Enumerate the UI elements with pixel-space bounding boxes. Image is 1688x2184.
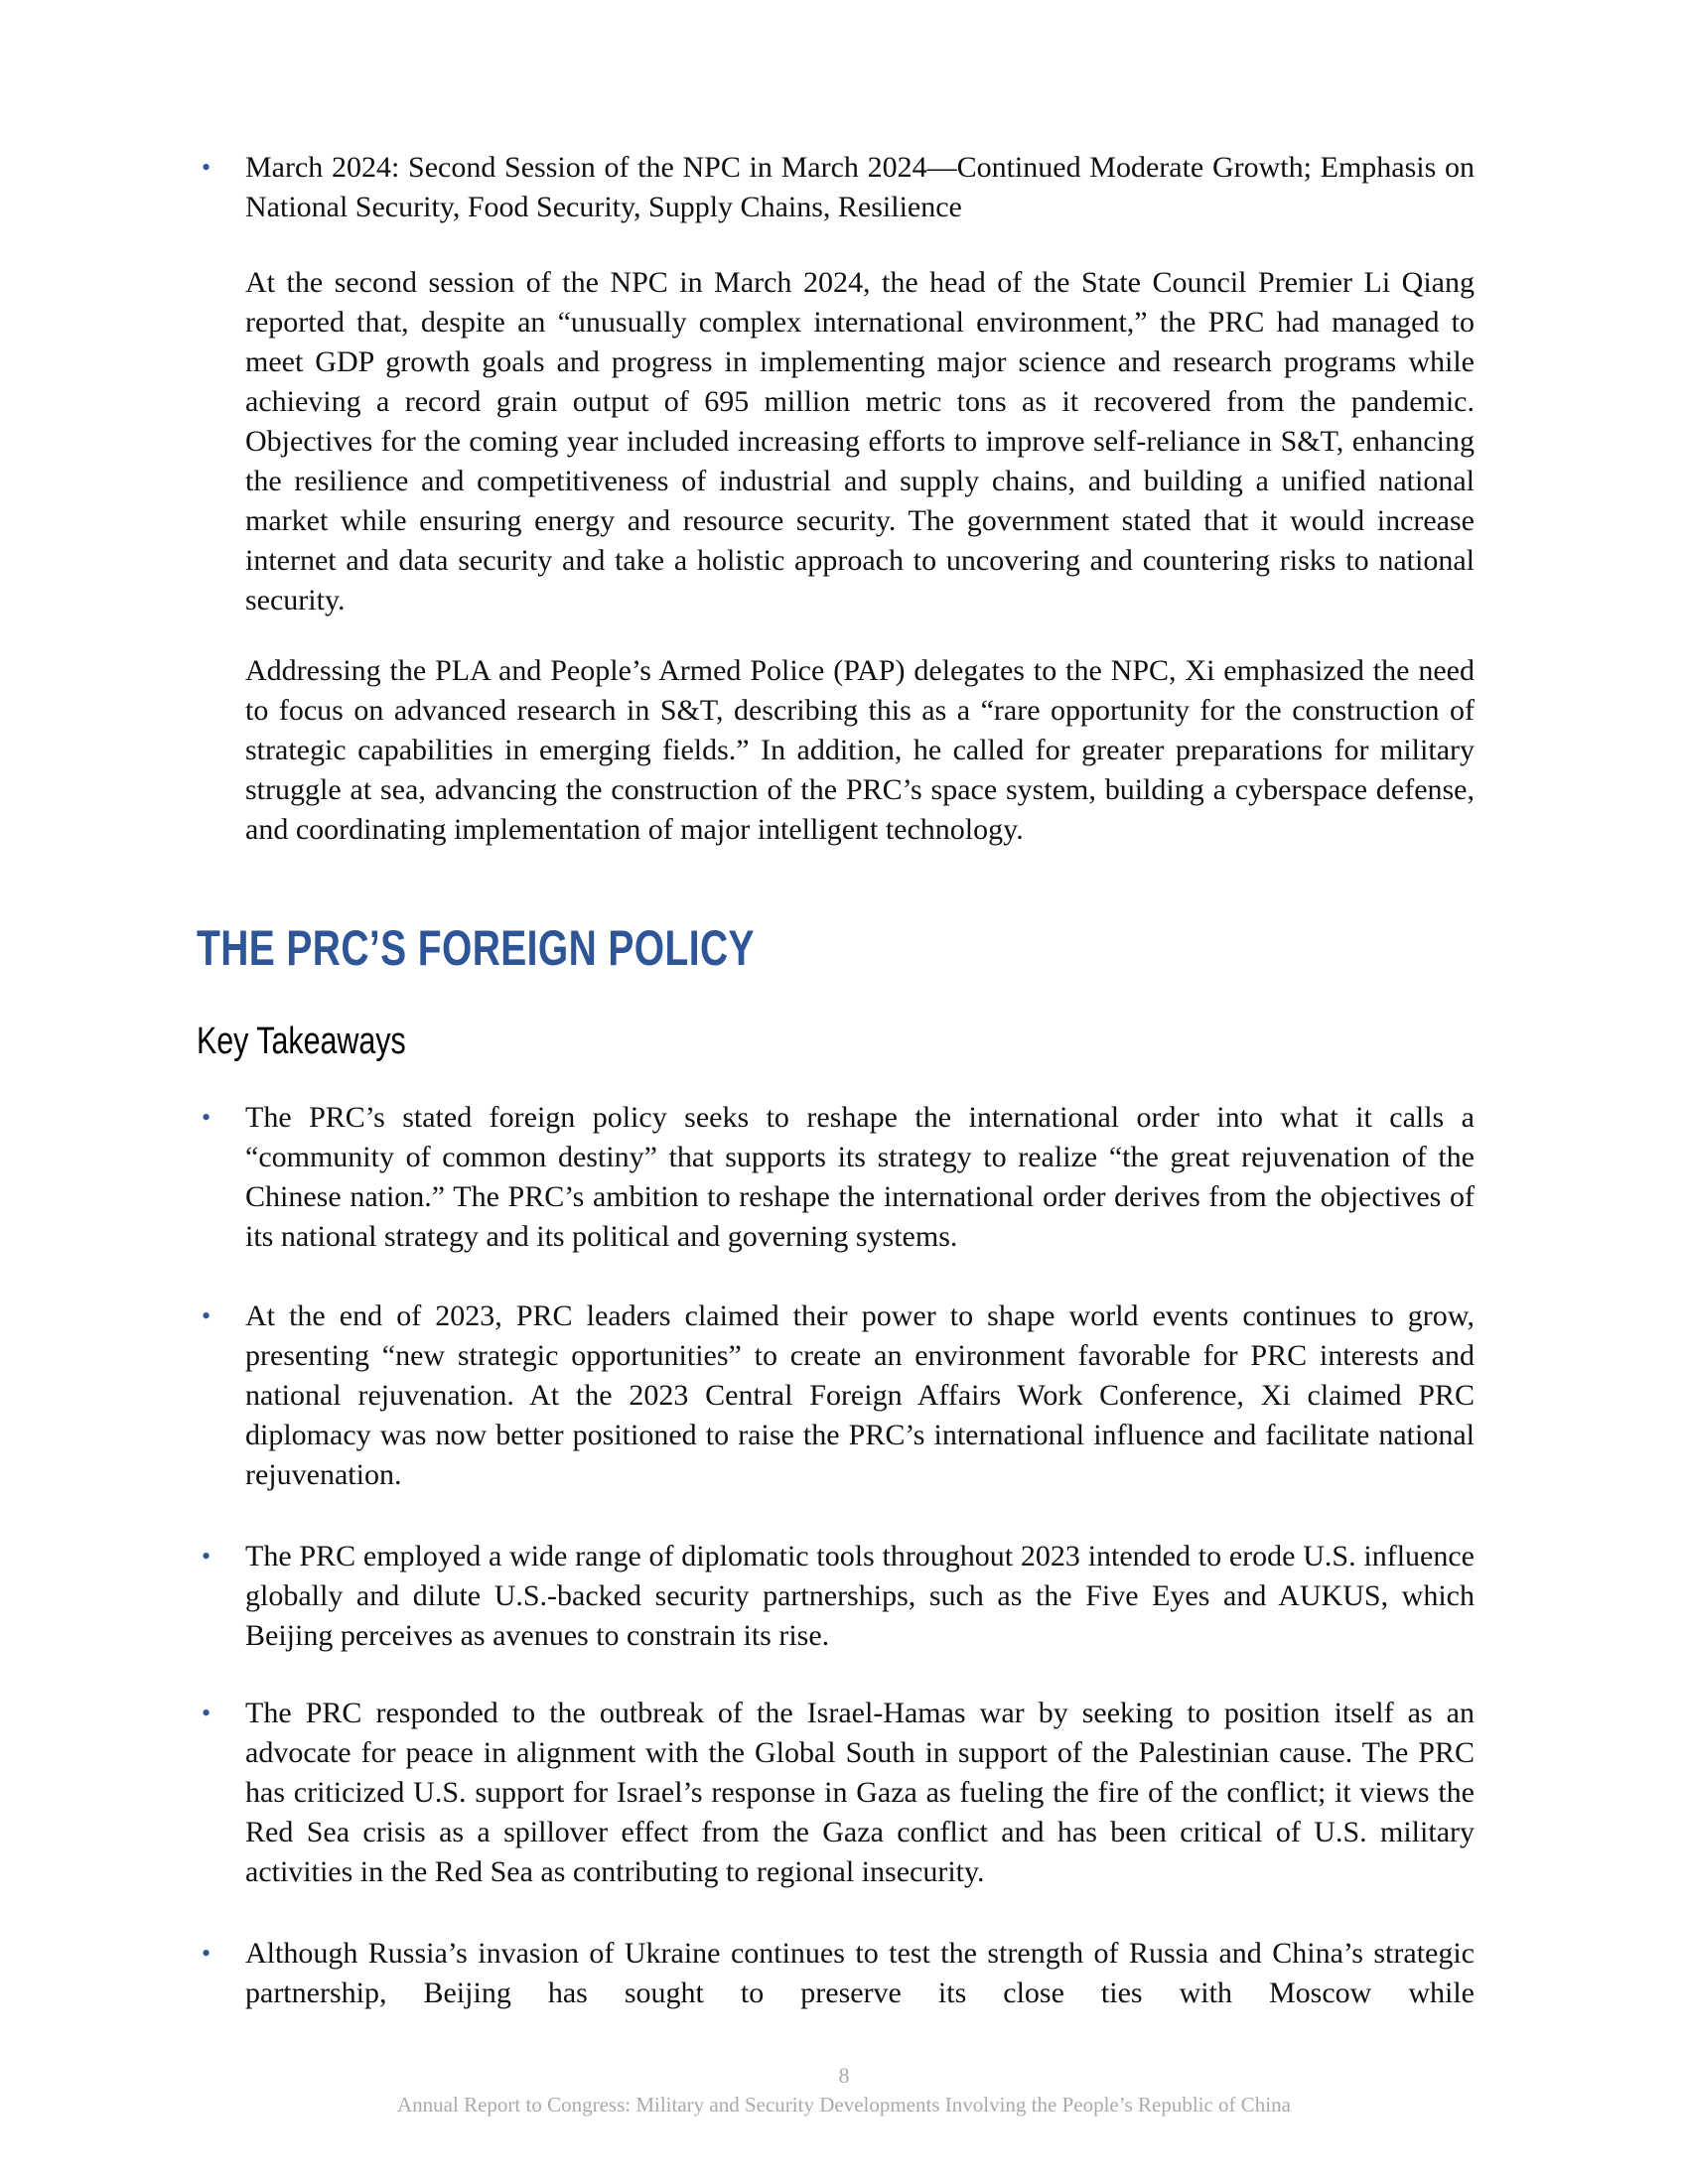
takeaway-text: At the end of 2023, PRC leaders claimed their power to shape world events continues to grow, presenting “new strategic opportunities” to create an environment favorable for PRC interests and national rejuvenation. At the 2023 Central Foreign Affairs Work Conference, Xi claimed PRC diplomacy was now better positioned to raise the PRC’s international influence and facilitate national rejuvenation. — [245, 1299, 1475, 1491]
bullet-icon: • — [202, 1699, 211, 1727]
takeaway-text: The PRC responded to the outbreak of the Israel-Hamas war by seeking to position itself as an advocate for peace in alignment with the Global South in support of the Palestinian cause. The PRC has criticized U.S. support for Israel’s response in Gaza as fueling the fire of the conflict; it views the Red Sea crisis as a spillover effect from the Gaza conflict and has been critical of U.S. military activities in the Red Sea as contributing to regional insecurity. — [245, 1697, 1475, 1888]
takeaway-item — [202, 1694, 1475, 1892]
bullet-item-march-2024 — [202, 148, 1475, 227]
takeaway-text: The PRC’s stated foreign policy seeks to reshape the international order into what it calls a “community of common destiny” that supports its strategy to realize “the great rejuvenation of the Chinese nation.” The PRC’s ambition to reshape the international order derives from the objectives of its national strategy and its political and governing systems. — [245, 1101, 1475, 1253]
bullet-icon: • — [202, 153, 211, 182]
body-paragraph: At the second session of the NPC in March 2024, the head of the State Council Premier Li Qiang reported that, despite an “unusually complex international environment,” the PRC had managed to meet GDP growth goals and progress in implementing major science and research programs while achieving a record grain output of 695 million metric tons as it recovered from the pandemic. Objectives for the coming year included increasing efforts to improve self-reliance in S&T, enhancing the resilience and competitiveness of industrial and supply chains, and building a unified national market while ensuring energy and resource security. The government stated that it would increase internet and data security and take a holistic approach to uncovering and countering risks to national security. — [245, 266, 1475, 616]
takeaway-text: The PRC employed a wide range of diplomatic tools throughout 2023 intended to erode U.S. influence globally and dilute U.S.-backed security partnerships, such as the Five Eyes and AUKUS, which Beijing perceives as avenues to constrain its rise. — [245, 1540, 1475, 1652]
takeaway-item — [202, 1537, 1475, 1656]
bullet-icon: • — [202, 1939, 211, 1968]
bullet-icon: • — [202, 1103, 211, 1132]
bullet-icon: • — [202, 1542, 211, 1570]
takeaway-item — [202, 1098, 1475, 1257]
page-number: 8 — [838, 2063, 850, 2088]
body-paragraph: Addressing the PLA and People’s Armed Police (PAP) delegates to the NPC, Xi emphasized the need to focus on advanced research in S&T, describing this as a “rare opportunity for the construction of strategic capabilities in emerging fields.” In addition, he called for greater preparations for military struggle at sea, advancing the construction of the PRC’s space system, building a cyberspace defense, and coordinating implementation of major intelligent technology. — [245, 654, 1475, 846]
bullet-text: March 2024: Second Session of the NPC in March 2024—Continued Moderate Growth; Emphasis on National Security, Food Security, Supply Chains, Resilience — [245, 151, 1475, 223]
footer-title: Annual Report to Congress: Military and Security Developments Involving the People’s Republic of China — [397, 2093, 1291, 2116]
section-title: THE PRC’S FOREIGN POLICY — [197, 920, 755, 976]
takeaway-item — [202, 1934, 1475, 2013]
takeaway-text: Although Russia’s invasion of Ukraine continues to test the strength of Russia and China’s strategic partnership, Beijing has sought to preserve its close ties with Moscow while — [245, 1937, 1475, 2009]
bullet-icon: • — [202, 1301, 211, 1330]
subsection-title: Key Takeaways — [197, 1021, 406, 1062]
takeaway-item — [202, 1297, 1475, 1495]
